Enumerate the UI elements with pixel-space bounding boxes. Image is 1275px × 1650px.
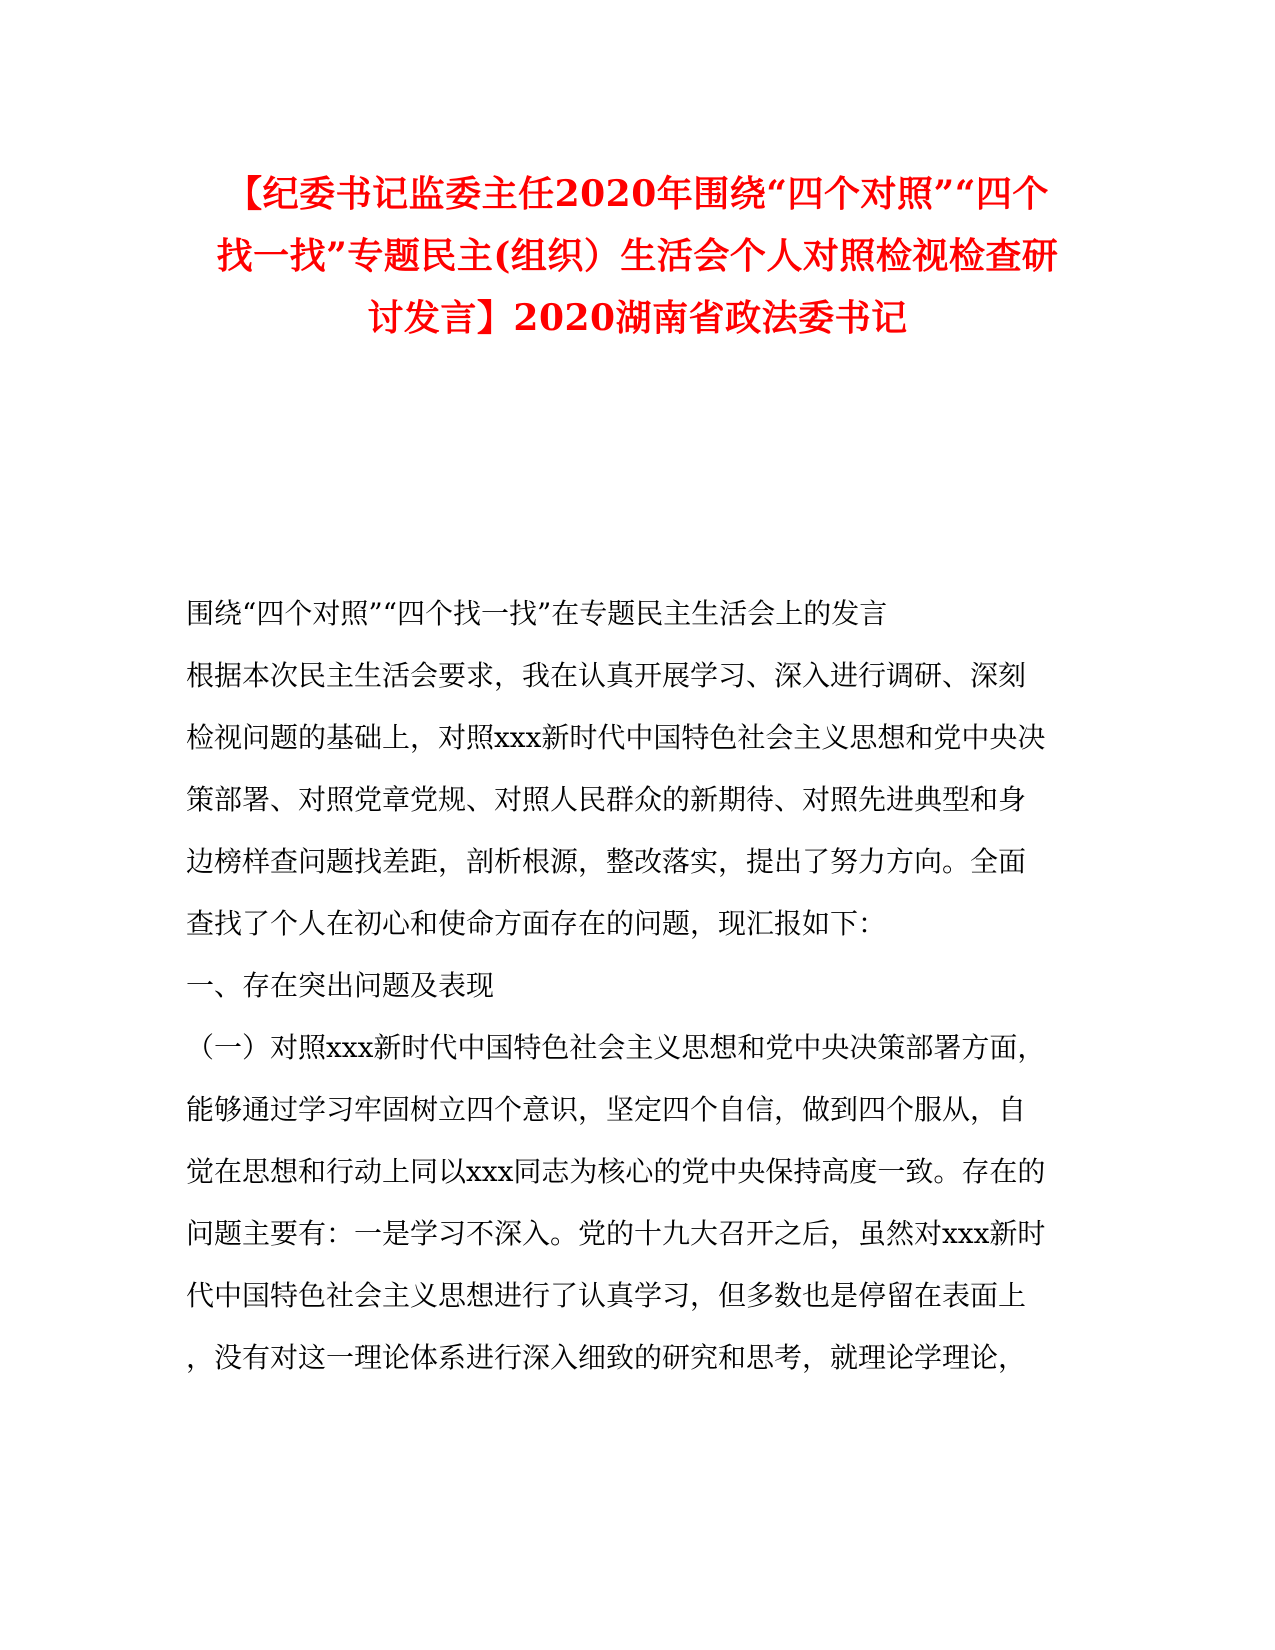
document-title <box>180 163 1095 349</box>
body-line: 根据本次民主生活会要求，我在认真开展学习、深入进行调研、深刻 <box>186 659 1027 692</box>
body-line: 边榜样查问题找差距，剖析根源，整改落实，提出了努力方向。全面 <box>186 845 1027 878</box>
body-line: 代中国特色社会主义思想进行了认真学习，但多数也是停留在表面上 <box>186 1279 1027 1312</box>
body-line: 检视问题的基础上，对照xxx新时代中国特色社会主义思想和党中央决 <box>186 721 1046 754</box>
body-line: 能够通过学习牢固树立四个意识，坚定四个自信，做到四个服从，自 <box>186 1093 1027 1126</box>
body-line: （一）对照xxx新时代中国特色社会主义思想和党中央决策部署方面， <box>186 1031 1046 1064</box>
title-line-1: 【纪委书记监委主任2020年围绕“四个对照”“四个 <box>226 173 1049 215</box>
section-heading: 一、存在突出问题及表现 <box>186 969 495 1002</box>
document-body <box>186 583 1066 1389</box>
body-line: ，没有对这一理论体系进行深入细致的研究和思考，就理论学理论， <box>186 1341 1027 1374</box>
body-line: 问题主要有：一是学习不深入。党的十九大召开之后，虽然对xxx新时 <box>186 1217 1046 1250</box>
body-line: 觉在思想和行动上同以xxx同志为核心的党中央保持高度一致。存在的 <box>186 1155 1046 1188</box>
title-line-3: 讨发言】2020湖南省政法委书记 <box>367 297 908 339</box>
body-line: 查找了个人在初心和使命方面存在的问题，现汇报如下： <box>186 907 887 940</box>
body-subtitle: 围绕“四个对照”“四个找一找”在专题民主生活会上的发言 <box>186 597 888 630</box>
title-line-2: 找一找”专题民主(组织）生活会个人对照检视检查研 <box>216 235 1059 277</box>
body-line: 策部署、对照党章党规、对照人民群众的新期待、对照先进典型和身 <box>186 783 1027 816</box>
